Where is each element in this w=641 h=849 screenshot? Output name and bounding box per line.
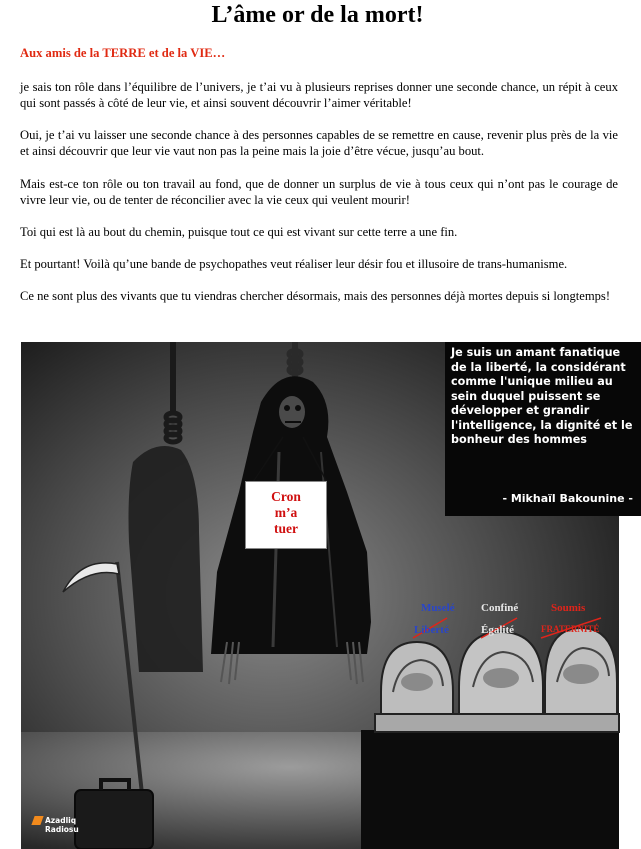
logo-line-1: Azadliq <box>45 816 77 825</box>
paragraph-2: Oui, je t’ai vu laisser une seconde chance à des personnes capables de se remettre en cause, revenir plus près de la vie et ainsi découvrir que leur vie vaut non pas la peine mais la joie d’être vécue, jusqu’au bout. <box>20 128 618 158</box>
suitcase <box>75 790 153 849</box>
label-egalite: Égalité <box>481 624 514 636</box>
skull-face <box>279 396 305 428</box>
label-soumis: Soumis <box>551 602 586 614</box>
paragraph-3: Mais est-ce ton rôle ou ton travail au fond, que de donner un surplus de vie à tous ceux qui n’ont pas le courage de vivre leur vie, ou de tenter de réconcilier avec la vie ceux qui veulent mourir! <box>20 177 618 207</box>
dedication: Aux amis de la TERRE et de la VIE… <box>20 46 226 60</box>
logo-mark-icon <box>31 816 43 825</box>
paragraph-1: je sais ton rôle dans l’équilibre de l’univers, je t’ai vu à plusieurs reprises donner une seconde chance, un répit à ceux qui sont passés à côté de leur vie, et ainsi souvent découvrir l’aimer véritable! <box>20 80 618 110</box>
label-fraternite: FRATERNITÉ <box>541 624 600 634</box>
dark-table <box>361 730 619 849</box>
paragraph-4: Toi qui est là au bout du chemin, puisque tout ce qui est vivant sur cette terre a une fin. <box>20 225 458 239</box>
page-title: L’âme or de la mort! <box>211 2 424 28</box>
paragraph-6: Ce ne sont plus des vivants que tu viendras chercher désormais, mais des personnes déjà mortes depuis si longtemps! <box>20 289 611 303</box>
quote-text: Je suis un amant fanatique de la liberté, la considérant comme l'unique milieu au sein duquel puissent se développer et grandir l'intelligence, la dignité et le bonheur des hommes <box>451 346 633 446</box>
paragraph-5: Et pourtant! Voilà qu’une bande de psychopathes veut réaliser leur désir fou et illusoire de trans-humanisme. <box>20 257 568 271</box>
incubator-3 <box>545 628 617 714</box>
incubator-1 <box>381 642 453 720</box>
quote-author: - Mikhaïl Bakounine - <box>502 491 633 505</box>
hanging-sign <box>245 481 327 549</box>
quote-box <box>445 342 641 516</box>
shadow-figure <box>129 446 204 672</box>
label-musele: Muselé <box>421 602 455 614</box>
label-confine: Confiné <box>481 602 519 614</box>
sign-line-1: Cron <box>271 489 301 504</box>
incubator-2 <box>459 632 543 718</box>
logo-line-2: Radiosu <box>45 825 79 834</box>
sign-line-2: m’a <box>274 505 298 520</box>
azadliq-radiosu-logo <box>33 816 79 834</box>
label-liberte: Liberté <box>414 624 449 636</box>
cartoon-illustration <box>21 342 633 849</box>
sign-line-3: tuer <box>274 521 298 536</box>
